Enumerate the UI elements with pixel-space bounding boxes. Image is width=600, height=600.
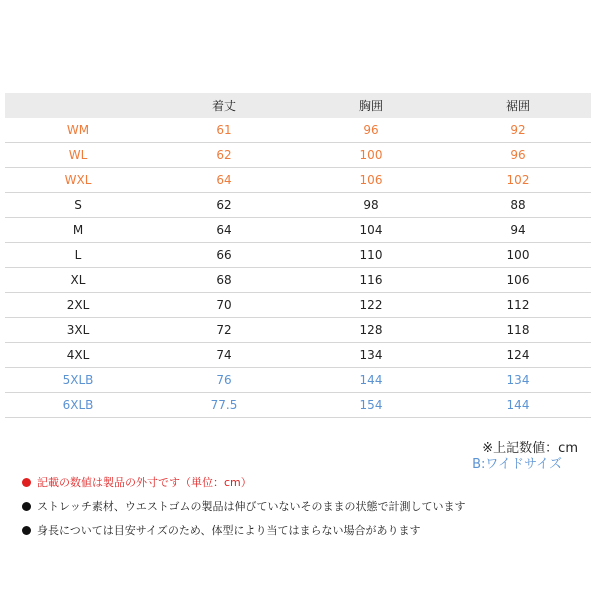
cell-hem: 106	[445, 268, 591, 293]
cell-chest: 100	[297, 143, 445, 168]
cell-size: 5XLB	[5, 368, 151, 393]
cell-chest: 122	[297, 293, 445, 318]
cell-hem: 88	[445, 193, 591, 218]
notes-list	[22, 470, 465, 548]
note-item	[22, 500, 465, 512]
cell-size: 4XL	[5, 343, 151, 368]
cell-length: 74	[151, 343, 297, 368]
cell-size: M	[5, 218, 151, 243]
cell-size: L	[5, 243, 151, 268]
bullet-icon	[22, 478, 31, 487]
cell-length: 61	[151, 118, 297, 143]
cell-hem: 92	[445, 118, 591, 143]
note-text: ストレッチ素材、ウエストゴムの製品は伸びていないそのままの状態で計測しています	[37, 500, 466, 513]
table-row	[5, 118, 591, 143]
table-header-row	[5, 93, 591, 118]
cell-chest: 154	[297, 393, 445, 418]
cell-hem: 100	[445, 243, 591, 268]
cell-chest: 144	[297, 368, 445, 393]
cell-hem: 134	[445, 368, 591, 393]
table-row	[5, 318, 591, 343]
cell-size: WM	[5, 118, 151, 143]
cell-size: WXL	[5, 168, 151, 193]
bullet-icon	[22, 502, 31, 511]
cell-size: S	[5, 193, 151, 218]
cell-chest: 128	[297, 318, 445, 343]
table-row	[5, 343, 591, 368]
note-item	[22, 476, 465, 488]
cell-size: 3XL	[5, 318, 151, 343]
cell-chest: 106	[297, 168, 445, 193]
cell-hem: 96	[445, 143, 591, 168]
cell-hem: 118	[445, 318, 591, 343]
cell-size: XL	[5, 268, 151, 293]
cell-length: 62	[151, 143, 297, 168]
cell-hem: 124	[445, 343, 591, 368]
header-hem: 裾囲	[445, 93, 591, 118]
wide-size-note: B:ワイドサイズ	[472, 457, 562, 472]
table-row	[5, 243, 591, 268]
cell-chest: 134	[297, 343, 445, 368]
cell-hem: 144	[445, 393, 591, 418]
unit-note: ※上記数値：cm	[482, 441, 578, 456]
header-chest: 胸囲	[297, 93, 445, 118]
cell-length: 68	[151, 268, 297, 293]
table-row	[5, 393, 591, 418]
header-size	[5, 93, 151, 118]
cell-length: 76	[151, 368, 297, 393]
cell-chest: 96	[297, 118, 445, 143]
cell-length: 66	[151, 243, 297, 268]
cell-length: 70	[151, 293, 297, 318]
cell-chest: 104	[297, 218, 445, 243]
note-item	[22, 524, 465, 536]
cell-length: 64	[151, 218, 297, 243]
table-row	[5, 368, 591, 393]
size-table	[5, 93, 591, 418]
table-row	[5, 143, 591, 168]
cell-hem: 94	[445, 218, 591, 243]
cell-hem: 112	[445, 293, 591, 318]
table-row	[5, 193, 591, 218]
bullet-icon	[22, 526, 31, 535]
table-row	[5, 168, 591, 193]
table-row	[5, 218, 591, 243]
cell-length: 64	[151, 168, 297, 193]
cell-length: 77.5	[151, 393, 297, 418]
cell-size: WL	[5, 143, 151, 168]
cell-hem: 102	[445, 168, 591, 193]
cell-size: 6XLB	[5, 393, 151, 418]
cell-chest: 98	[297, 193, 445, 218]
table-row	[5, 293, 591, 318]
cell-chest: 116	[297, 268, 445, 293]
cell-length: 72	[151, 318, 297, 343]
table-row	[5, 268, 591, 293]
header-length: 着丈	[151, 93, 297, 118]
cell-chest: 110	[297, 243, 445, 268]
note-text: 記載の数値は製品の外寸です（単位：cm）	[37, 476, 252, 489]
cell-size: 2XL	[5, 293, 151, 318]
note-text: 身長については目安サイズのため、体型により当てはまらない場合があります	[37, 524, 421, 537]
cell-length: 62	[151, 193, 297, 218]
